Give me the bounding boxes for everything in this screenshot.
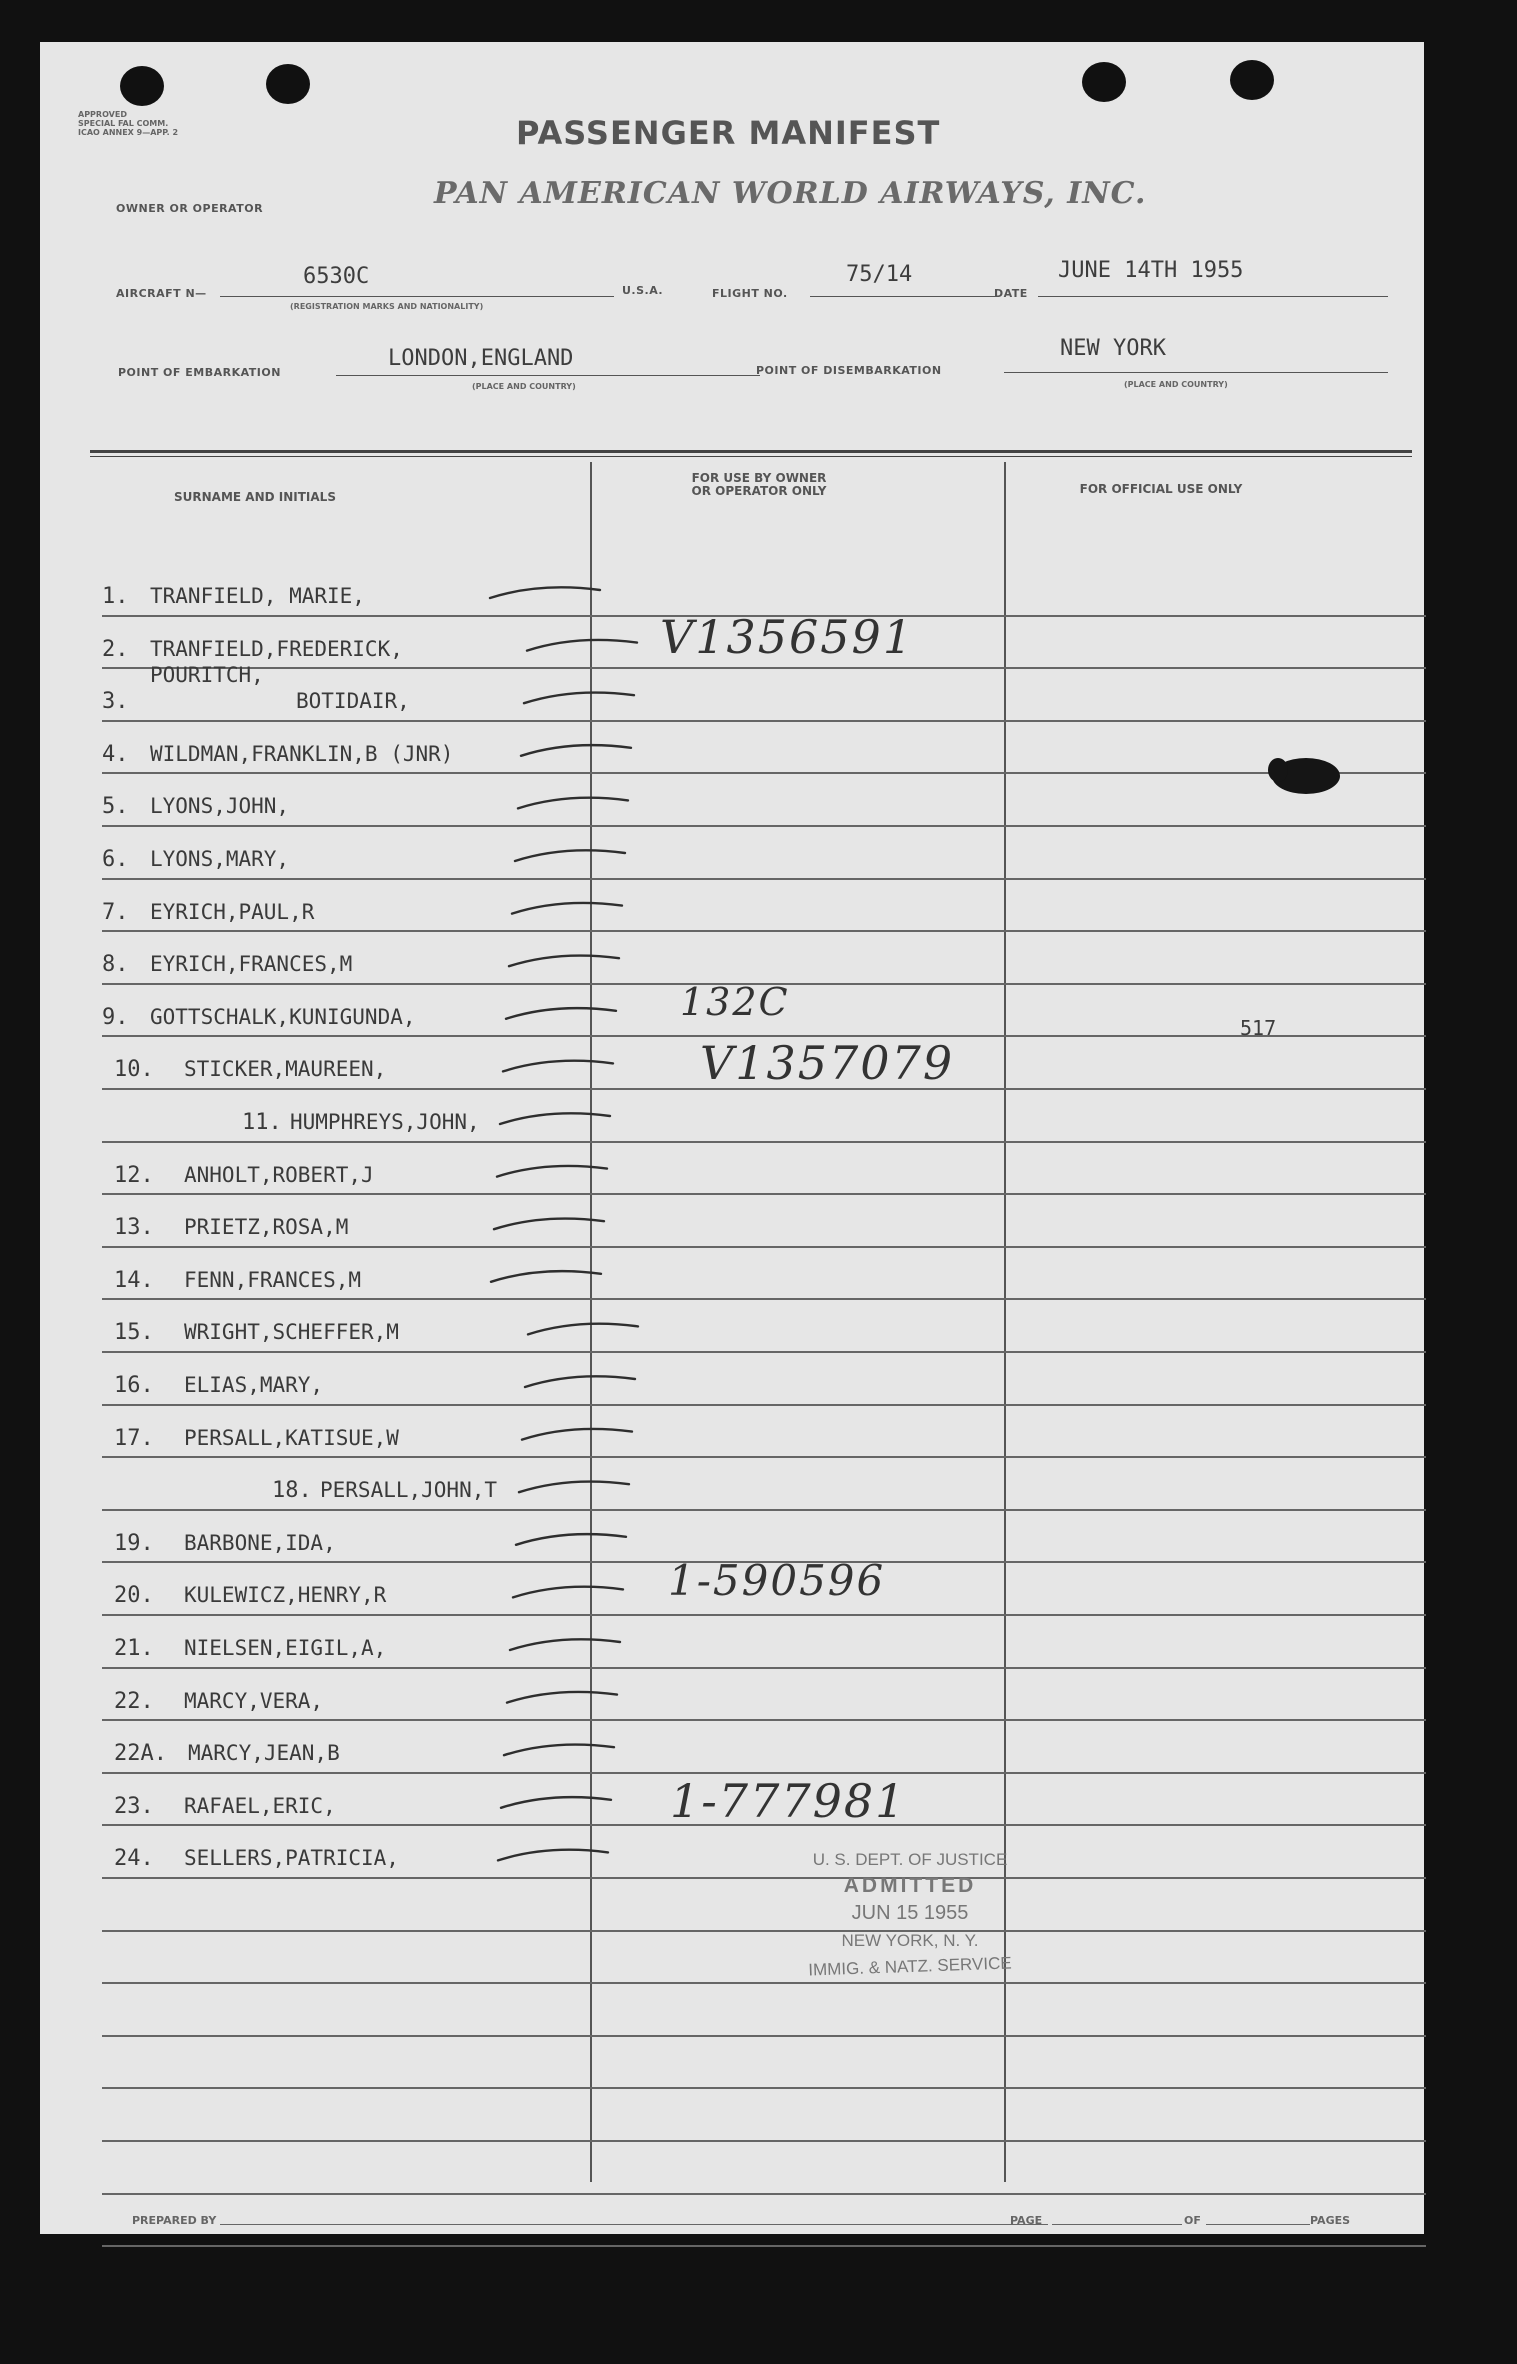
check-mark: [528, 1324, 638, 1335]
check-mark: [527, 640, 637, 651]
passenger-name: ANHOLT,ROBERT,J: [184, 1163, 374, 1187]
of-label: OF: [1184, 2214, 1201, 2227]
passenger-number: 11.: [242, 1110, 282, 1135]
passenger-number: 20.: [114, 1583, 154, 1608]
check-mark: [524, 693, 634, 704]
disembarkation-caption: (PLACE AND COUNTRY): [1124, 380, 1228, 389]
passenger-number: 3.: [102, 689, 129, 714]
check-mark: [506, 1008, 616, 1019]
passenger-number: 8.: [102, 952, 129, 977]
check-mark: [490, 587, 600, 598]
embarkation-caption: (PLACE AND COUNTRY): [472, 382, 576, 391]
passenger-number: 18.: [272, 1478, 312, 1503]
passenger-number: 13.: [114, 1215, 154, 1240]
passenger-name: BOTIDAIR,: [296, 689, 410, 713]
prepared-by-underline: [220, 2224, 1048, 2225]
check-mark: [518, 798, 628, 809]
disembarkation-value: NEW YORK: [1060, 336, 1166, 361]
passenger-name: HUMPHREYS,JOHN,: [290, 1110, 480, 1134]
passenger-number: 9.: [102, 1005, 129, 1030]
check-mark: [509, 956, 619, 967]
manifest-sheet: [40, 42, 1424, 2234]
passenger-number: 22.: [114, 1689, 154, 1714]
prepared-by-label: PREPARED BY: [132, 2214, 217, 2227]
page-underline: [1052, 2224, 1182, 2225]
aircraft-label: AIRCRAFT N—: [116, 287, 207, 300]
official-note-row10: 517: [1240, 1016, 1277, 1040]
check-mark: [521, 745, 631, 756]
passenger-number: 7.: [102, 900, 129, 925]
passenger-name: PERSALL,KATISUE,W: [184, 1426, 399, 1450]
aircraft-caption: (REGISTRATION MARKS AND NATIONALITY): [290, 302, 484, 311]
date-value: JUNE 14TH 1955: [1058, 258, 1244, 283]
passenger-number: 24.: [114, 1846, 154, 1871]
passenger-name: MARCY,JEAN,B: [188, 1741, 340, 1765]
column-header-owner-use: FOR USE BY OWNER OR OPERATOR ONLY: [691, 471, 827, 498]
page-title: PASSENGER MANIFEST: [516, 114, 941, 152]
check-mark: [491, 1271, 601, 1282]
passenger-name: PERSALL,JOHN,T: [320, 1478, 498, 1502]
passenger-number: 17.: [114, 1426, 154, 1451]
embarkation-label: POINT OF EMBARKATION: [118, 366, 281, 379]
check-mark: [516, 1534, 626, 1545]
check-mark: [512, 903, 622, 914]
passenger-number: 10.: [114, 1057, 154, 1082]
passenger-name: SELLERS,PATRICIA,: [184, 1846, 399, 1870]
passenger-name: EYRICH,FRANCES,M: [150, 952, 353, 976]
passenger-name: KULEWICZ,HENRY,R: [184, 1583, 387, 1607]
passenger-name: NIELSEN,EIGIL,A,: [184, 1636, 387, 1660]
passenger-number: 2.: [102, 637, 129, 662]
check-mark: [497, 1166, 607, 1177]
passenger-name: GOTTSCHALK,KUNIGUNDA,: [150, 1005, 416, 1029]
passenger-number: 6.: [102, 847, 129, 872]
date-label: DATE: [994, 287, 1028, 300]
approval-note: APPROVED SPECIAL FAL COMM. ICAO ANNEX 9—APP. 2: [78, 110, 179, 137]
passenger-number: 16.: [114, 1373, 154, 1398]
passenger-name: TRANFIELD, MARIE,: [150, 584, 365, 608]
ink-blot: [1268, 758, 1340, 794]
handwritten-visa-row3: V1356591: [660, 610, 915, 664]
check-mark: [519, 1482, 629, 1493]
flight-label: FLIGHT NO.: [712, 287, 788, 300]
check-mark: [504, 1745, 614, 1756]
check-mark: [503, 1061, 613, 1072]
aircraft-value: 6530C: [303, 264, 370, 289]
check-mark: [513, 1587, 623, 1598]
handwritten-visa-row11: V1357079: [700, 1036, 955, 1090]
check-mark: [515, 850, 625, 861]
passenger-number: 4.: [102, 742, 129, 767]
passenger-name: STICKER,MAUREEN,: [184, 1057, 387, 1081]
passenger-number: 14.: [114, 1268, 154, 1293]
disembarkation-label: POINT OF DISEMBARKATION: [756, 364, 942, 377]
passenger-name: TRANFIELD,FREDERICK,: [150, 637, 403, 661]
passenger-number: 19.: [114, 1531, 154, 1556]
passenger-number: 23.: [114, 1794, 154, 1819]
flight-value: 75/14: [846, 262, 913, 287]
embarkation-value: LONDON,ENGLAND: [388, 346, 574, 371]
passenger-name: MARCY,VERA,: [184, 1689, 324, 1713]
passenger-name: ELIAS,MARY,: [184, 1373, 324, 1397]
passenger-number: 1.: [102, 584, 129, 609]
passenger-name: WRIGHT,SCHEFFER,M: [184, 1320, 399, 1344]
passenger-number: 15.: [114, 1320, 154, 1345]
pages-label: PAGES: [1310, 2214, 1351, 2227]
passenger-name: LYONS,MARY,: [150, 847, 290, 871]
column-header-official-use: FOR OFFICIAL USE ONLY: [1079, 482, 1243, 496]
check-mark: [507, 1692, 617, 1703]
passenger-name: EYRICH,PAUL,R: [150, 900, 315, 924]
check-mark: [522, 1429, 632, 1440]
check-mark: [498, 1850, 608, 1861]
check-mark: [510, 1639, 620, 1650]
handwritten-number-row24: 1-777981: [670, 1774, 907, 1828]
passenger-number: 21.: [114, 1636, 154, 1661]
passenger-name: RAFAEL,ERIC,: [184, 1794, 336, 1818]
check-mark: [501, 1797, 611, 1808]
owner-label: OWNER OR OPERATOR: [116, 202, 264, 215]
passenger-number: 12.: [114, 1163, 154, 1188]
check-mark: [500, 1113, 610, 1124]
passenger-name: LYONS,JOHN,: [150, 794, 290, 818]
of-underline: [1206, 2224, 1310, 2225]
usa-label: U.S.A.: [622, 284, 664, 297]
handwritten-number-row21: 1-590596: [668, 1556, 886, 1605]
handwritten-note-row10: 132C: [680, 980, 790, 1024]
page-label: PAGE: [1010, 2214, 1043, 2227]
column-header-surname: SURNAME AND INITIALS: [174, 490, 336, 504]
row-rule: [102, 2245, 1426, 2247]
passenger-number: 22A.: [114, 1741, 167, 1766]
passenger-name: WILDMAN,FRANKLIN,B (JNR): [150, 742, 454, 766]
passenger-name: BARBONE,IDA,: [184, 1531, 336, 1555]
passenger-number: 5.: [102, 794, 129, 819]
admitted-stamp: U. S. DEPT. OF JUSTICE ADMITTED JUN 15 1955 NEW YORK, N. Y. IMMIG. & NATZ. SERVICE: [808, 1850, 1012, 1980]
passenger-name: PRIETZ,ROSA,M: [184, 1215, 349, 1239]
passenger-name: FENN,FRANCES,M: [184, 1268, 362, 1292]
check-marks: [40, 42, 1424, 2234]
passenger-name-prefix: POURITCH,: [150, 663, 264, 687]
check-mark: [494, 1219, 604, 1230]
check-mark: [525, 1376, 635, 1387]
operator-name: PAN AMERICAN WORLD AIRWAYS, INC.: [434, 176, 1147, 211]
